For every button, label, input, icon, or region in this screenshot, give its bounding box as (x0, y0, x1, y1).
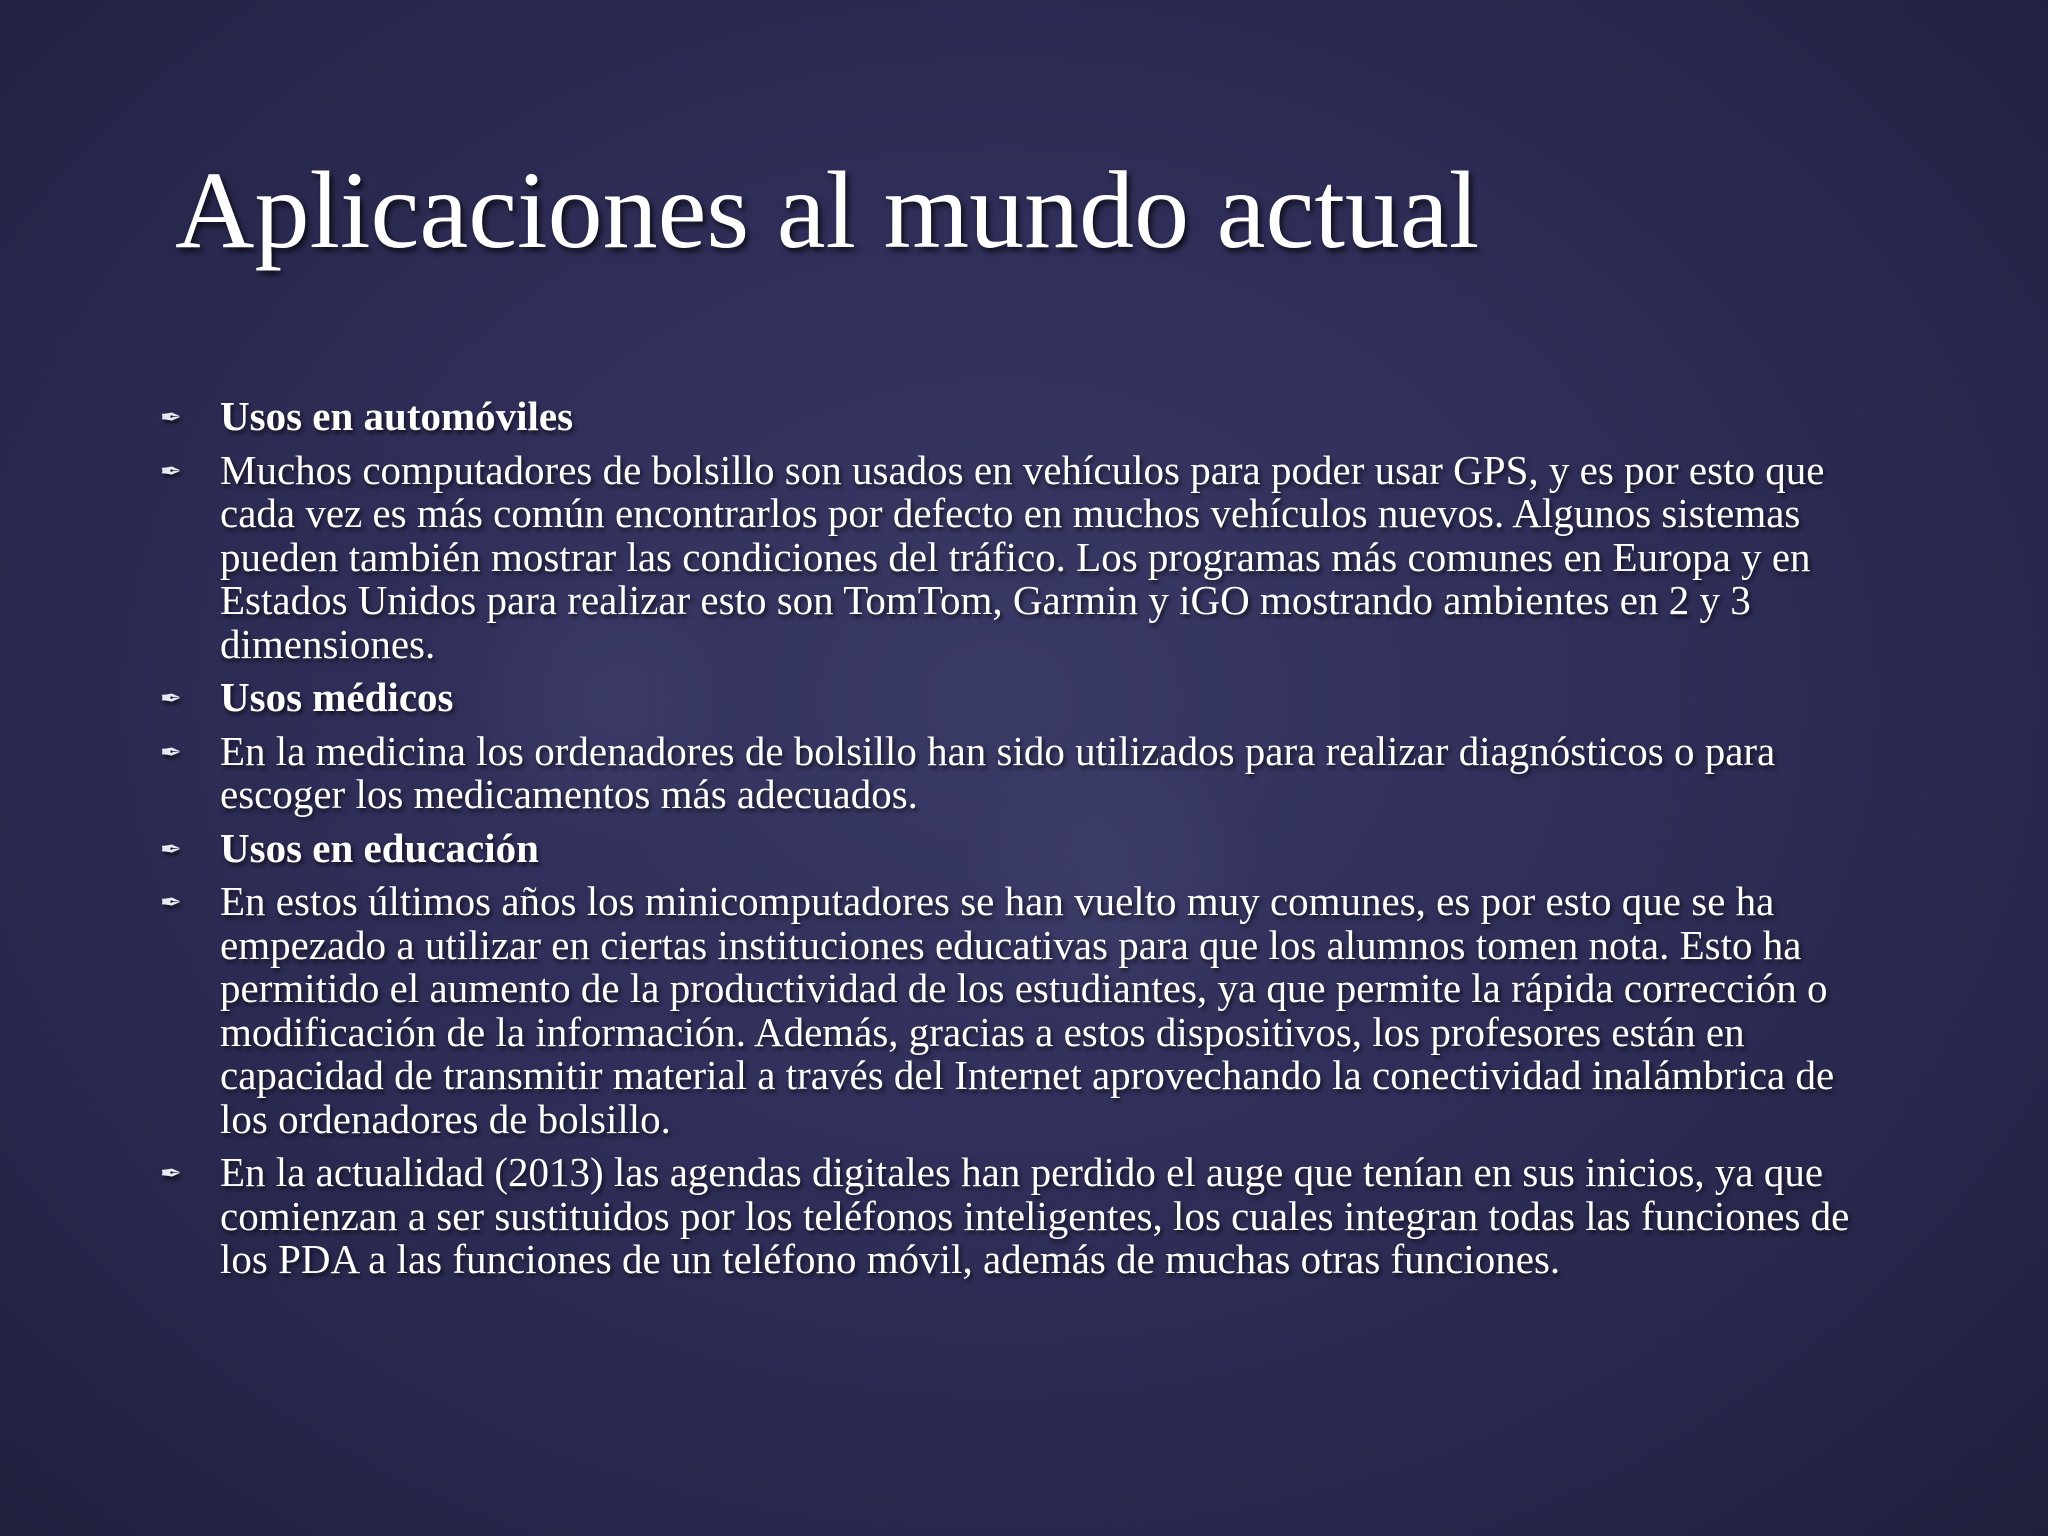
bullet-text-actualidad: En la actualidad (2013) las agendas digitales han perdido el auge que tenían en sus inicios, ya que comienzan a ser sustituidos por los teléfonos inteligentes, los cuales integran todas las funciones de los PDA a las funciones de un teléfono móvil, además de muchas otras funciones. (220, 1149, 1850, 1282)
bullet-item (160, 676, 1890, 720)
pen-nib-icon: ✒ (160, 834, 182, 865)
bullet-heading-medicos: Usos médicos (220, 674, 454, 720)
pen-nib-icon: ✒ (160, 888, 182, 918)
bullet-text-automoviles: Muchos computadores de bolsillo son usados en vehículos para poder usar GPS, y es por esto que cada vez es más común encontrarlos por defecto en muchos vehículos nuevos. Algunos sistemas pueden también mostrar las condiciones del tráfico. Los programas más comunes en Europa y en Estados Unidos para realizar esto son TomTom, Garmin y iGO mostrando ambientes en 2 y 3 dimensiones. (220, 446, 1825, 667)
bullet-heading-educacion: Usos en educación (220, 824, 539, 871)
bullet-item (160, 395, 1890, 439)
pen-nib-icon: ✒ (160, 684, 182, 714)
bullet-text-educacion: En estos últimos años los minicomputadores se han vuelto muy comunes, es por esto que se ha empezado a utilizar en ciertas instituciones educativas para que los alumnos tomen nota. Esto ha permitido el aumento de la productividad de los estudiantes, ya que permite la rápida corrección o modificación de la información. Además, gracias a estos dispositivos, los profesores están en capacidad de transmitir material a través del Internet aprovechando la conectividad inalámbrica de los ordenadores de bolsillo. (220, 878, 1835, 1142)
slide-title: Aplicaciones al mundo actual (175, 149, 1480, 271)
bullet-list (160, 395, 1890, 1292)
bullet-item (160, 727, 1890, 817)
pen-nib-icon: ✒ (160, 456, 182, 487)
pen-nib-icon: ✒ (160, 1159, 182, 1189)
pen-nib-icon: ✒ (160, 403, 182, 433)
pen-nib-icon: ✒ (160, 737, 182, 768)
bullet-item (160, 446, 1890, 667)
bullet-item (160, 1151, 1890, 1282)
bullet-text-medicos: En la medicina los ordenadores de bolsillo han sido utilizados para realizar diagnósticos o para escoger los medicamentos más adecuados. (220, 727, 1776, 817)
bullet-item (160, 880, 1890, 1141)
bullet-heading-automoviles: Usos en automóviles (220, 393, 574, 439)
bullet-item (160, 824, 1890, 871)
